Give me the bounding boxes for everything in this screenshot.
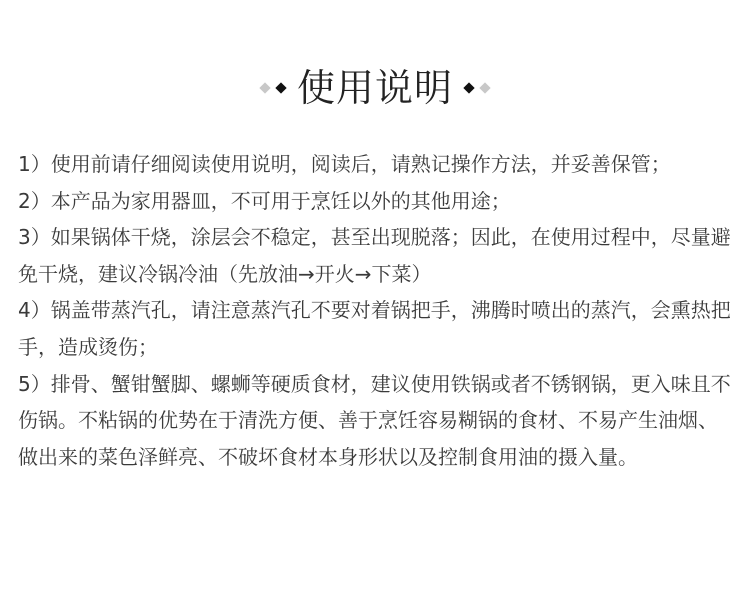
instruction-item-3: 3）如果锅体干烧，涂层会不稳定，甚至出现脱落；因此，在使用过程中，尽量避免干烧，建议冷锅冷油（先放油→开火→下菜） [18, 225, 731, 286]
right-diamond-ornament [461, 84, 493, 92]
page-title: 使用说明 [296, 66, 453, 110]
diamond-icon [275, 82, 286, 93]
left-diamond-ornament [257, 84, 289, 92]
diamond-icon [479, 82, 490, 93]
diamond-icon [463, 82, 474, 93]
instructions-list [18, 146, 734, 475]
instruction-item-1: 1）使用前请仔细阅读使用说明，阅读后，请熟记操作方法，并妥善保管； [18, 152, 671, 176]
instruction-item-4: 4）锅盖带蒸汽孔，请注意蒸汽孔不要对着锅把手，沸腾时喷出的蒸汽，会熏热把手，造成烫伤； [18, 298, 731, 359]
instruction-item-2: 2）本产品为家用器皿，不可用于烹饪以外的其他用途； [18, 188, 511, 213]
instruction-item-5: 5）排骨、蟹钳蟹脚、螺蛳等硬质食材，建议使用铁锅或者不锈钢锅，更入味且不伤锅。不粘锅的优势在于清洗方便、善于烹饪容易糊锅的食材、不易产生油烟、做出来的菜色泽鲜亮、不破坏食材本身形状以及控制食用油的摄入量。 [18, 371, 731, 469]
title-row [0, 60, 750, 116]
diamond-icon [259, 82, 270, 93]
